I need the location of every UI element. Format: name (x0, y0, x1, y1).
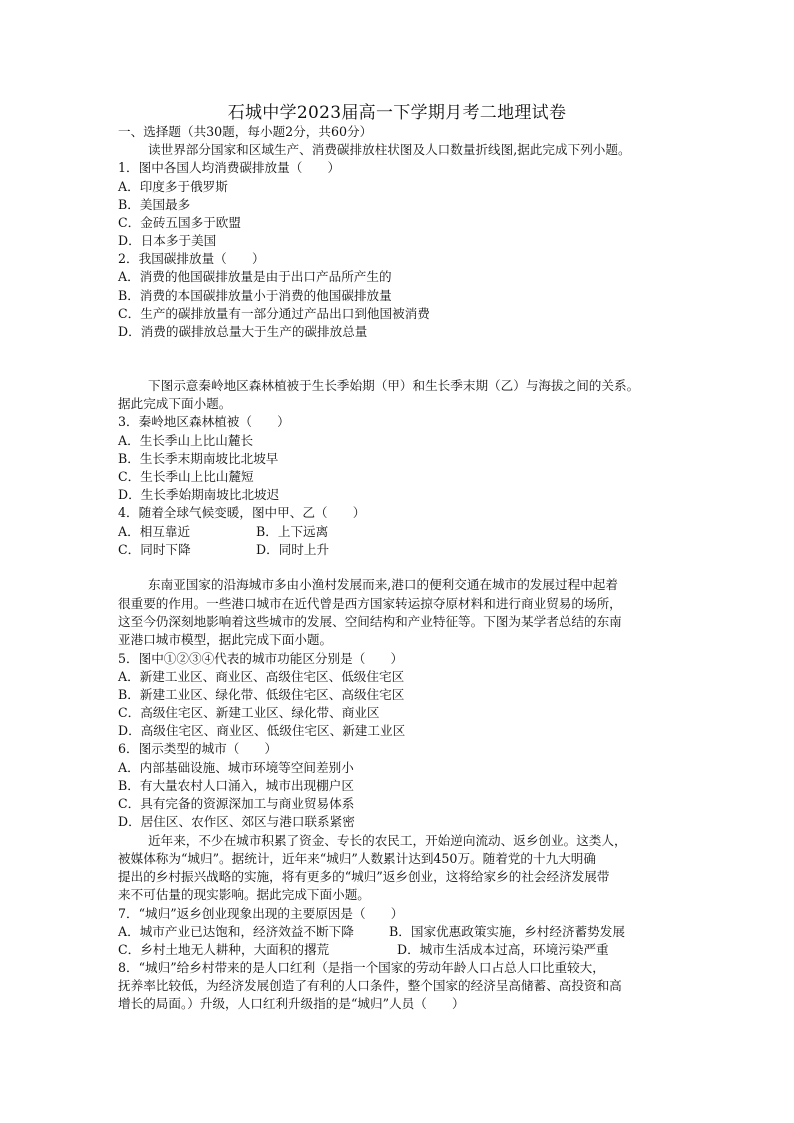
question-7: 7．“城归”返乡创业现象出现的主要原因是（ ） (118, 906, 404, 921)
option-6a: A．内部基础设施、城市环境等空间差别小 (118, 760, 354, 775)
option-1d: D．日本多于美国 (118, 233, 217, 248)
option-4b: B．上下远离 (256, 524, 329, 539)
option-3d: D．生长季始期南坡比北坡迟 (118, 487, 280, 502)
option-7a: A．城市产业已达饱和，经济效益不断下降 (118, 924, 354, 939)
option-1c: C．金砖五国多于欧盟 (118, 215, 241, 230)
option-4a: A．相互靠近 (118, 524, 191, 539)
option-5d: D．高级住宅区、商业区、低级住宅区、新建工业区 (118, 723, 406, 738)
option-1b: B．美国最多 (118, 197, 191, 212)
question-5: 5．图中①②③④代表的城市功能区分别是（ ） (118, 651, 404, 666)
question-2: 2．我国碳排放量（ ） (118, 251, 265, 266)
intro-text: 亚港口城市模型，据此完成下面小题。 (118, 632, 333, 647)
option-6b: B．有大量农村人口涌入，城市出现棚户区 (118, 778, 354, 793)
option-3c: C．生长季山上比山麓短 (118, 469, 254, 484)
option-7d: D．城市生活成本过高，环境污染严重 (397, 942, 609, 957)
intro-text: 下图示意秦岭地区森林植被于生长季始期（甲）和生长季末期（乙）与海拔之间的关系。 (148, 378, 640, 393)
intro-text: 读世界部分国家和区域生产、消费碳排放柱状图及人口数量折线图,据此完成下列小题。 (148, 142, 631, 157)
question-6: 6．图示类型的城市（ ） (118, 741, 278, 756)
question-1: 1．图中各国人均消费碳排放量（ ） (118, 160, 341, 175)
option-2b: B．消费的本国碳排放量小于消费的他国碳排放量 (118, 288, 392, 303)
intro-text: 提出的乡村振兴战略的实施，将有更多的“城归”返乡创业，这将给家乡的社会经济发展带 (118, 869, 610, 884)
intro-text: 来不可估量的现实影响。据此完成下面小题。 (118, 887, 370, 902)
exam-title: 石城中学2023届高一下学期月考二地理试卷 (227, 103, 567, 123)
option-5a: A．新建工业区、商业区、高级住宅区、低级住宅区 (118, 669, 405, 684)
option-6d: D．居住区、农作区、郊区与港口联系紧密 (118, 814, 355, 829)
option-2a: A．消费的他国碳排放量是由于出口产品所产生的 (118, 269, 392, 284)
option-4d: D．同时上升 (256, 542, 330, 557)
intro-text: 东南亚国家的沿海城市多由小渔村发展而来,港口的便利交通在城市的发展过程中起着 (148, 577, 618, 592)
question-3: 3．秦岭地区森林植被（ ） (118, 414, 290, 429)
option-3b: B．生长季末期南坡比北坡早 (118, 451, 279, 466)
option-1a: A．印度多于俄罗斯 (118, 179, 228, 194)
option-7b: B．国家优惠政策实施，乡村经济蓄势发展 (389, 924, 625, 939)
intro-text: 这至今仍深刻地影响着这些城市的发展、空间结构和产业特征等。下图为某学者总结的东南 (118, 614, 622, 629)
option-2d: D．消费的碳排放总量大于生产的碳排放总量 (118, 324, 368, 339)
question-8-text: 抚养率比较低，为经济发展创造了有利的人口条件，整个国家的经济呈高储蓄、高投资和高 (118, 978, 622, 993)
option-3a: A．生长季山上比山麓长 (118, 433, 254, 448)
option-4c: C．同时下降 (118, 542, 191, 557)
intro-text: 很重要的作用。一些港口城市在近代曾是西方国家转运掠夺原材料和进行商业贸易的场所， (118, 596, 622, 611)
question-8-text: 增长的局面。）升级，人口红利升级指的是“城归”人员（ ） (118, 996, 465, 1011)
intro-text: 近年来，不少在城市积累了资金、专长的农民工，开始逆向流动、返乡创业。这类人， (148, 833, 627, 848)
option-6c: C．具有完备的资源深加工与商业贸易体系 (118, 796, 355, 811)
option-7c: C．乡村土地无人耕种，大面积的撂荒 (118, 942, 330, 957)
option-2c: C．生产的碳排放量有一部分通过产品出口到他国被消费 (118, 306, 430, 321)
section-heading: 一、选择题（共30题，每小题2分，共60分） (118, 124, 373, 139)
intro-text: 据此完成下面小题。 (118, 396, 232, 411)
intro-text: 被媒体称为“城归”。据统计，近年来“城归”人数累计达到450万。随着党的十九大明确 (118, 851, 596, 866)
question-8: 8．“城归”给乡村带来的是人口红利（是指一个国家的劳动年龄人口占总人口比重较大， (118, 960, 605, 975)
option-5b: B．新建工业区、绿化带、低级住宅区、高级住宅区 (118, 687, 405, 702)
option-5c: C．高级住宅区、新建工业区、绿化带、商业区 (118, 705, 380, 720)
question-4: 4．随着全球气候变暖，图中甲、乙（ ） (118, 505, 366, 520)
